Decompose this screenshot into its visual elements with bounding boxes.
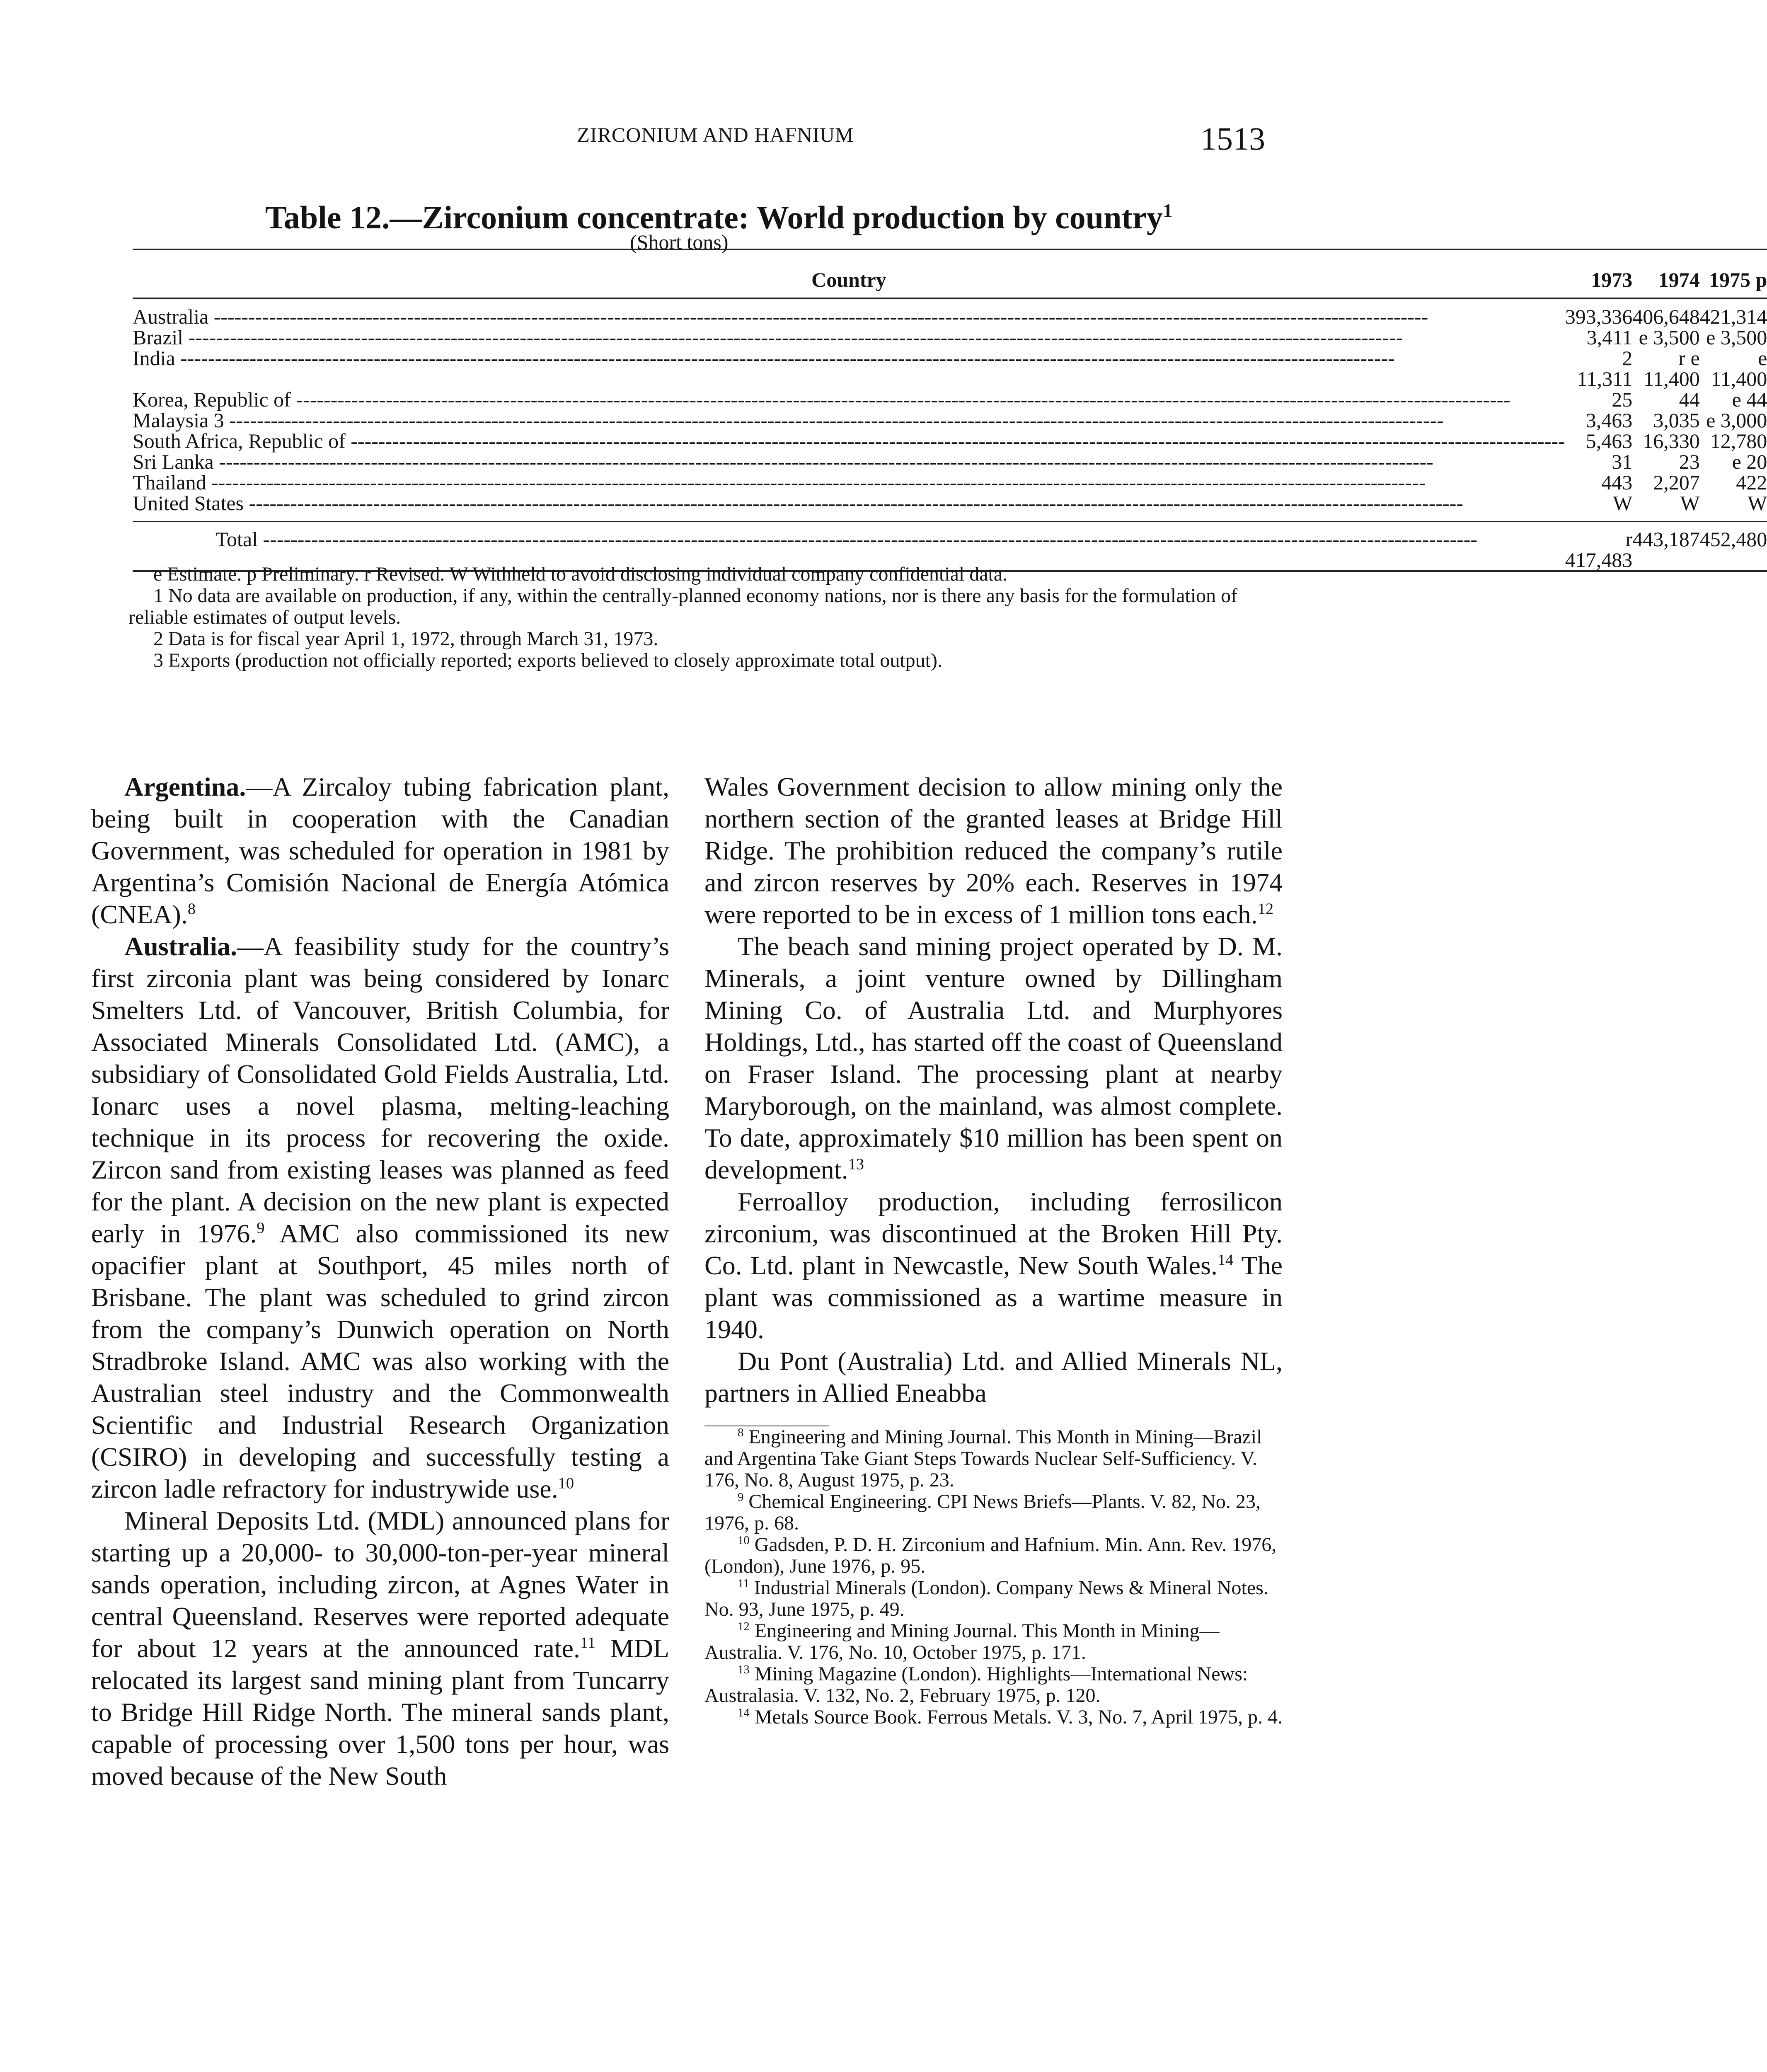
value-1974: 406,648 [1632, 305, 1700, 328]
value-1973: 393,336 [1565, 305, 1633, 328]
value-1975: W [1748, 491, 1767, 515]
body-text [91, 771, 1285, 2072]
footnote-number: 14 [738, 1706, 750, 1719]
table-row [133, 389, 1767, 410]
footnote-text: Industrial Minerals (London). Company News & Mineral Notes. No. 93, June 1975, p. 49. [704, 1577, 1268, 1620]
footnote-text: Gadsden, P. D. H. Zirconium and Hafnium. Min. Ann. Rev. 1976, (London), June 1976, p. 95. [704, 1534, 1277, 1577]
table-subtitle: (Short tons) [630, 230, 729, 254]
footnote-ref: 13 [848, 1155, 864, 1173]
value-1973: 443 [1601, 471, 1633, 494]
value-1973: 2 11,311 [1577, 346, 1633, 390]
footnote [704, 1577, 1283, 1620]
section-heading-australia: Australia. [124, 932, 237, 961]
paragraph-ferroalloy [704, 1186, 1283, 1345]
column-header-1974: 1974 [1632, 249, 1700, 298]
mdl-text-a: Mineral Deposits Ltd. (MDL) announced plans for starting up a 20,000- to 30,000-ton-per-year mineral sands operation, including zircon, at Agnes Water in central Queensland. Reserves were reported adequate for about 12 years at the announced rate. [91, 1506, 669, 1663]
footnote-ref: 11 [580, 1634, 595, 1652]
table-row [133, 410, 1767, 431]
table-row [133, 348, 1767, 389]
value-1974: 16,330 [1643, 429, 1700, 453]
value-1975: e 3,000 [1706, 409, 1767, 432]
footnote [704, 1534, 1283, 1577]
table-note: 1 No data are available on production, if any, within the centrally-planned economy nations, nor is there any basis for the formulation of reliable estimates of output levels. [128, 585, 1238, 628]
footnote-ref: 9 [257, 1219, 265, 1237]
footnote [704, 1620, 1283, 1663]
country-cell: United States ----- [133, 493, 1565, 513]
value-1974: e 3,500 [1639, 326, 1700, 349]
value-1975: 422 [1736, 471, 1767, 494]
table-row [133, 431, 1767, 451]
value-1975: e 11,400 [1711, 346, 1767, 390]
country-cell: Brazil ----- [133, 327, 1565, 348]
argentina-text: —A Zircaloy tubing fabrication plant, being built in cooperation with the Canadian Government, was scheduled for operation in 1981 by Argentina’s Comisión Nacional de Energía Atómica (CNEA). [91, 772, 669, 929]
footnote-number: 9 [738, 1491, 744, 1504]
table-row [133, 472, 1767, 493]
table-row [133, 451, 1767, 472]
value-1973: 3,411 [1586, 326, 1633, 349]
production-table [133, 249, 1767, 572]
footnote-text: Chemical Engineering. CPI News Briefs—Plants. V. 82, No. 23, 1976, p. 68. [704, 1491, 1261, 1534]
footnote-ref: 14 [1217, 1251, 1234, 1269]
column-header-1975 [1700, 249, 1767, 298]
value-1975: 421,314 [1699, 305, 1767, 328]
footnote-text: Metals Source Book. Ferrous Metals. V. 3, No. 7, April 1975, p. 4. [754, 1706, 1283, 1728]
footnote-number: 12 [738, 1620, 750, 1633]
dm-minerals-text: The beach sand mining project operated by D. M. Minerals, a joint venture owned by Dillingham Mining Co. of Australia Ltd. and Murphyores Holdings, Ltd., has started off the coast of Queensland on Fraser Island. The processing plant at nearby Maryborough, on the mainland, was almost complete. To date, approximately $10 million has been spent on development. [704, 932, 1283, 1184]
footnotes [704, 1426, 1283, 1728]
mdl-text-b: MDL relocated its largest sand mining plant from Tuncarry to Bridge Hill Ridge North. The mineral sands plant, capable of processing over 1,500 tons per hour, was moved because of the New South [91, 1634, 670, 1791]
value-1974: 3,035 [1653, 409, 1700, 432]
value-1973: 3,463 [1585, 409, 1633, 432]
footnote-text: Engineering and Mining Journal. This Month in Mining—Australia. V. 176, No. 10, October 1975, p. 171. [704, 1620, 1220, 1663]
country-cell: Australia ----- [133, 306, 1565, 327]
footnote-number: 13 [738, 1663, 750, 1676]
paragraph-du-pont: Du Pont (Australia) Ltd. and Allied Minerals NL, partners in Allied Eneabba [704, 1346, 1283, 1408]
value-1974: r e 11,400 [1644, 346, 1700, 390]
value-1975: e 20 [1732, 450, 1767, 473]
total-1975: 452,480 [1700, 522, 1767, 571]
value-1974: 2,207 [1653, 471, 1700, 494]
footnote [704, 1426, 1283, 1491]
table-note: e Estimate. p Preliminary. r Revised. W Withheld to avoid disclosing individual company confidential data. [153, 563, 1008, 585]
table-notes [128, 564, 1280, 671]
column-header-1975-label: 1975 [1709, 268, 1750, 291]
table-header-row [133, 249, 1767, 298]
value-1975: e 3,500 [1706, 326, 1767, 349]
paragraph-argentina [91, 771, 669, 930]
value-1974: W [1680, 491, 1700, 515]
footnote-ref: 10 [558, 1474, 574, 1492]
australia-text-a: —A feasibility study for the country’s first zirconia plant was being considered by Ionarc Smelters Ltd. of Vancouver, British Columbia, for Associated Minerals Consolidated Ltd. (AMC), a subsidiary of Consolidated Gold Fields Australia, Ltd. Ionarc uses a novel plasma, melting-leaching technique in its process for recovering the oxide. Zircon sand from existing leases was planned as feed for the plant. A decision on the new plant is expected early in 1976. [91, 932, 669, 1248]
footnote-number: 8 [738, 1426, 744, 1439]
paragraph-dm-minerals [704, 930, 1283, 1186]
table-row [133, 327, 1767, 348]
table-row [133, 306, 1767, 327]
country-cell: India ----- [133, 348, 1565, 389]
footnote-text: Engineering and Mining Journal. This Month in Mining—Brazil and Argentina Take Giant Steps Towards Nuclear Self-Sufficiency. V. 176, No. 8, August 1975, p. 23. [704, 1426, 1262, 1491]
footnote [704, 1663, 1283, 1706]
value-1973: 5,463 [1585, 429, 1633, 453]
paragraph-mdl-continued [704, 771, 1283, 930]
country-cell: South Africa, Republic of ----- [133, 431, 1565, 451]
value-1975: e 44 [1732, 388, 1767, 411]
table-note: 3 Exports (production not officially reported; exports believed to closely approximate total output). [153, 649, 942, 671]
ferroalloy-text-b: The plant was commissioned as a wartime measure in 1940. [704, 1251, 1283, 1344]
footnote-number: 11 [738, 1577, 749, 1590]
country-cell: Korea, Republic of ----- [133, 389, 1565, 410]
footnote-ref: 8 [187, 900, 196, 918]
total-1974: 443,187 [1632, 522, 1700, 571]
australia-text-b: AMC also commissioned its new opacifier plant at Southport, 45 miles north of Brisbane. The plant was scheduled to grind zircon from the company’s Dunwich operation on North Stradbroke Island. AMC was also working with the Australian steel industry and the Commonwealth Scientific and Industrial Research Organization (CSIRO) in developing and successfully testing a zircon ladle refractory for industrywide use. [91, 1219, 670, 1503]
footnote-number: 10 [738, 1534, 750, 1547]
paragraph-australia [91, 930, 669, 1505]
production-table-wrapper [133, 249, 1767, 572]
footnote-text: Mining Magazine (London). Highlights—International News: Australasia. V. 132, No. 2, February 1975, p. 120. [704, 1663, 1248, 1706]
total-label: Total ----- [133, 522, 1565, 571]
value-1974: 44 [1679, 388, 1700, 411]
ferroalloy-text: Ferroalloy production, including ferrosilicon zirconium, was discontinued at the Broken Hill Pty. Co. Ltd. plant in Newcastle, New South Wales. [704, 1187, 1283, 1280]
value-1973: 31 [1612, 450, 1633, 473]
right-column [704, 771, 1283, 1728]
footnote [704, 1491, 1283, 1534]
column-header-1973: 1973 [1565, 249, 1633, 298]
mdl-cont-text: Wales Government decision to allow mining only the northern section of the granted leases at Bridge Hill Ridge. The prohibition reduced the company’s rutile and zircon reserves by 20% each. Reserves in 1974 were reported to be in excess of 1 million tons each. [704, 772, 1283, 929]
value-1974: 23 [1679, 450, 1700, 473]
column-header-country: Country [133, 249, 1565, 298]
value-1975: 12,780 [1710, 429, 1767, 453]
country-cell: Malaysia 3 ----- [133, 410, 1565, 431]
table-note: 2 Data is for fiscal year April 1, 1972, through March 31, 1973. [153, 628, 658, 650]
country-cell: Sri Lanka ----- [133, 451, 1565, 472]
value-1973: 25 [1612, 388, 1633, 411]
section-heading-argentina: Argentina. [124, 772, 246, 801]
table-title-footnote-ref: 1 [1163, 200, 1173, 222]
value-1973: W [1613, 491, 1633, 515]
paragraph-mdl [91, 1505, 669, 1792]
left-column [91, 771, 669, 1792]
running-head: ZIRCONIUM AND HAFNIUM [577, 123, 854, 146]
table-title-text: Table 12.—Zirconium concentrate: World production by country [265, 199, 1163, 235]
column-header-1975-flag: p [1755, 268, 1767, 291]
footnote-ref: 12 [1257, 900, 1274, 918]
footnote [704, 1706, 1283, 1728]
country-cell: Thailand ----- [133, 472, 1565, 493]
total-1973: r 417,483 [1565, 522, 1633, 571]
page-number: 1513 [1201, 121, 1265, 157]
table-row [133, 493, 1767, 513]
